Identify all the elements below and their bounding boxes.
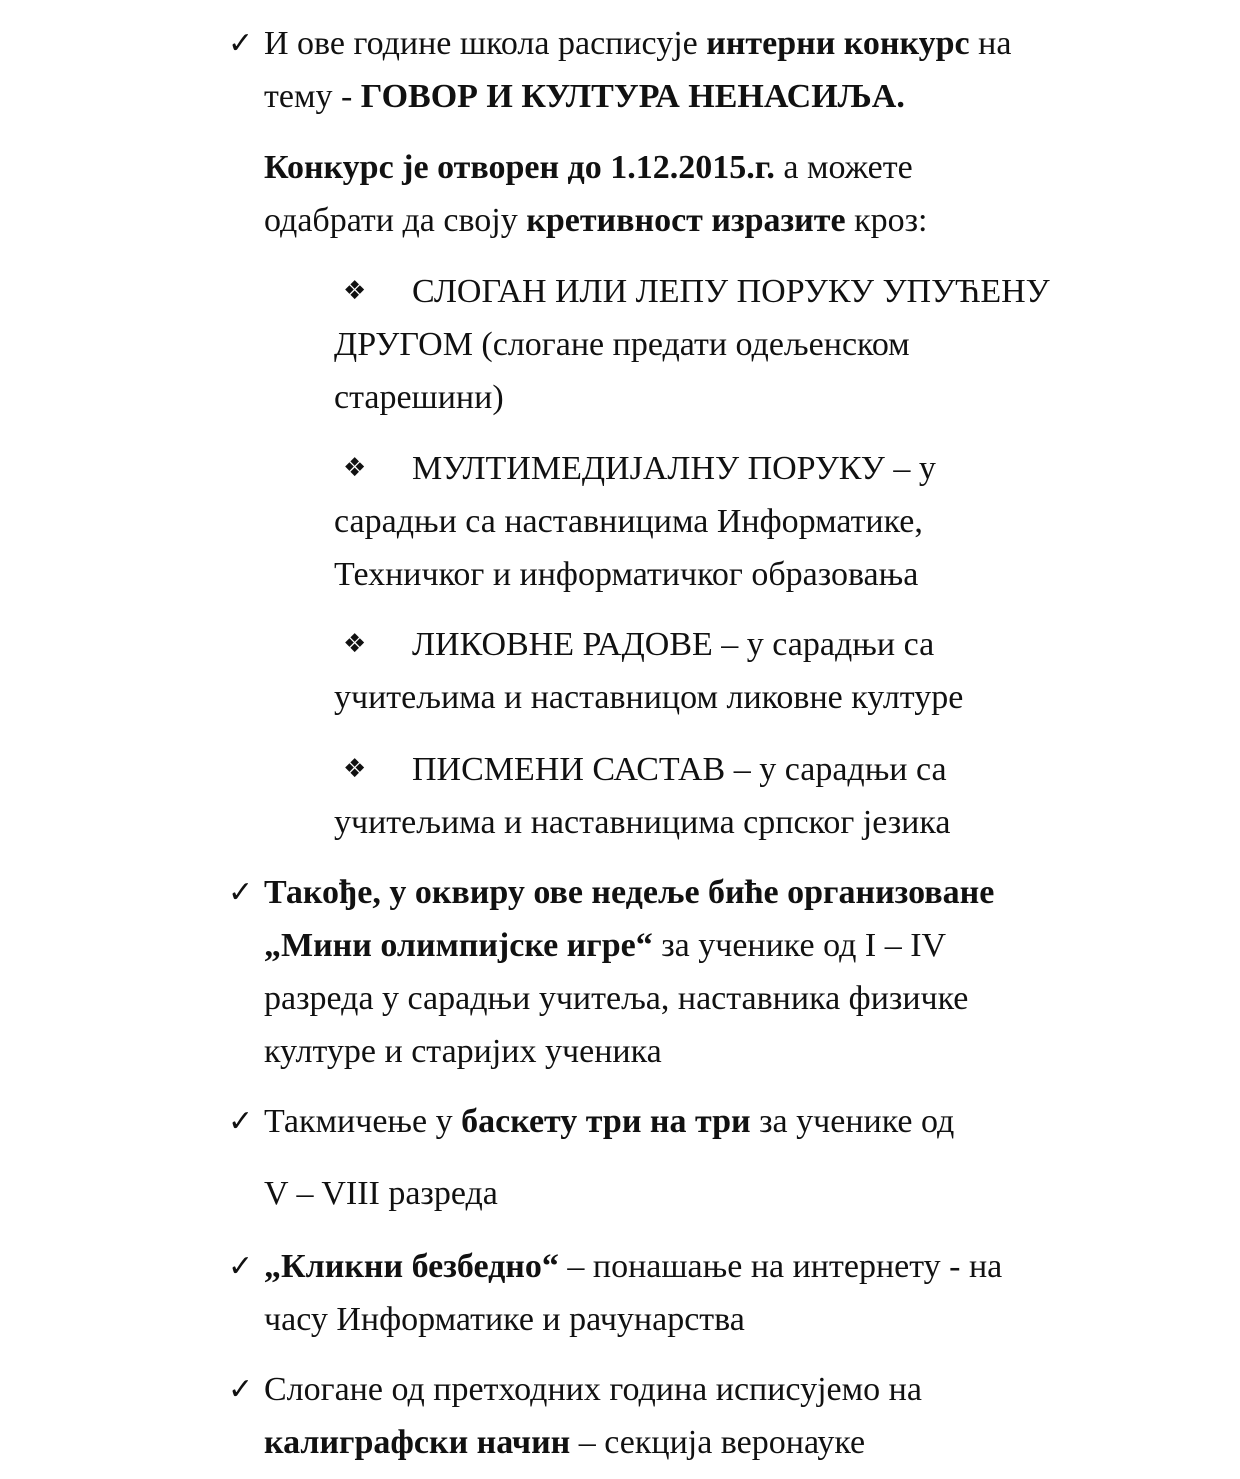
section5-line2: калиграфски начин – секција веронауке: [264, 1424, 866, 1461]
option1-line1: СЛОГАН ИЛИ ЛЕПУ ПОРУКУ УПУЋЕНУ: [412, 273, 1050, 310]
option1-line3: старешини): [334, 379, 504, 416]
diamond-bullet-icon: ❖: [343, 629, 367, 659]
option3-line1: ЛИКОВНЕ РАДОВЕ – у сарадњи са: [412, 626, 935, 663]
contest-deadline: Конкурс је отворен до 1.12.2015.г.: [264, 149, 775, 186]
section3-line2: V – VIII разреда: [264, 1175, 498, 1212]
section2-line1: Такође, у оквиру ове недеље биће организоване: [264, 874, 995, 911]
option3-line2: учитељима и наставницом ликовне културе: [334, 679, 964, 716]
section1-line1: И ове године школа расписује интерни конкурс на: [264, 25, 1012, 62]
diamond-bullet-icon: ❖: [343, 276, 367, 306]
section4-line2: часу Информатике и рачунарства: [264, 1301, 745, 1338]
option1-line2: ДРУГОМ (слогане предати одељенском: [334, 326, 910, 363]
checkmark-icon: ✓: [228, 26, 254, 61]
contest-theme: ГОВОР И КУЛТУРА НЕНАСИЉА.: [360, 78, 905, 115]
section4-line1: „Кликни безбедно“ – понашање на интернету - на: [264, 1248, 1003, 1285]
checkmark-icon: ✓: [228, 1104, 254, 1139]
option4-line2: учитељима и наставницима српског језика: [334, 804, 951, 841]
option2-line1: МУЛТИМЕДИЈАЛНУ ПОРУКУ – у: [412, 450, 936, 487]
section5-line1: Слогане од претходних година исписујемо на: [264, 1371, 922, 1408]
checkmark-icon: ✓: [228, 875, 254, 910]
section2-line3: разреда у сарадњи учитеља, наставника физичке: [264, 980, 969, 1017]
section2-line4: културе и старијих ученика: [264, 1033, 662, 1070]
contest-line2: одабрати да своју кретивност изразите кроз:: [264, 202, 928, 239]
diamond-bullet-icon: ❖: [343, 453, 367, 483]
section1-line2: тему - ГОВОР И КУЛТУРА НЕНАСИЉА.: [264, 78, 905, 115]
option2-line3: Техничког и информатичког образовања: [334, 556, 919, 593]
option2-line2: сарадњи са наставницима Информатике,: [334, 503, 923, 540]
section3-line1: Такмичење у баскету три на три за ученике од: [264, 1103, 955, 1140]
contest-line1: Конкурс је отворен до 1.12.2015.г. а можете: [264, 149, 913, 186]
section2-line2: „Мини олимпијске игре“ за ученике од I – IV: [264, 927, 947, 964]
diamond-bullet-icon: ❖: [343, 754, 367, 784]
checkmark-icon: ✓: [228, 1249, 254, 1284]
checkmark-icon: ✓: [228, 1372, 254, 1407]
option4-line1: ПИСМЕНИ САСТАВ – у сарадњи са: [412, 751, 947, 788]
